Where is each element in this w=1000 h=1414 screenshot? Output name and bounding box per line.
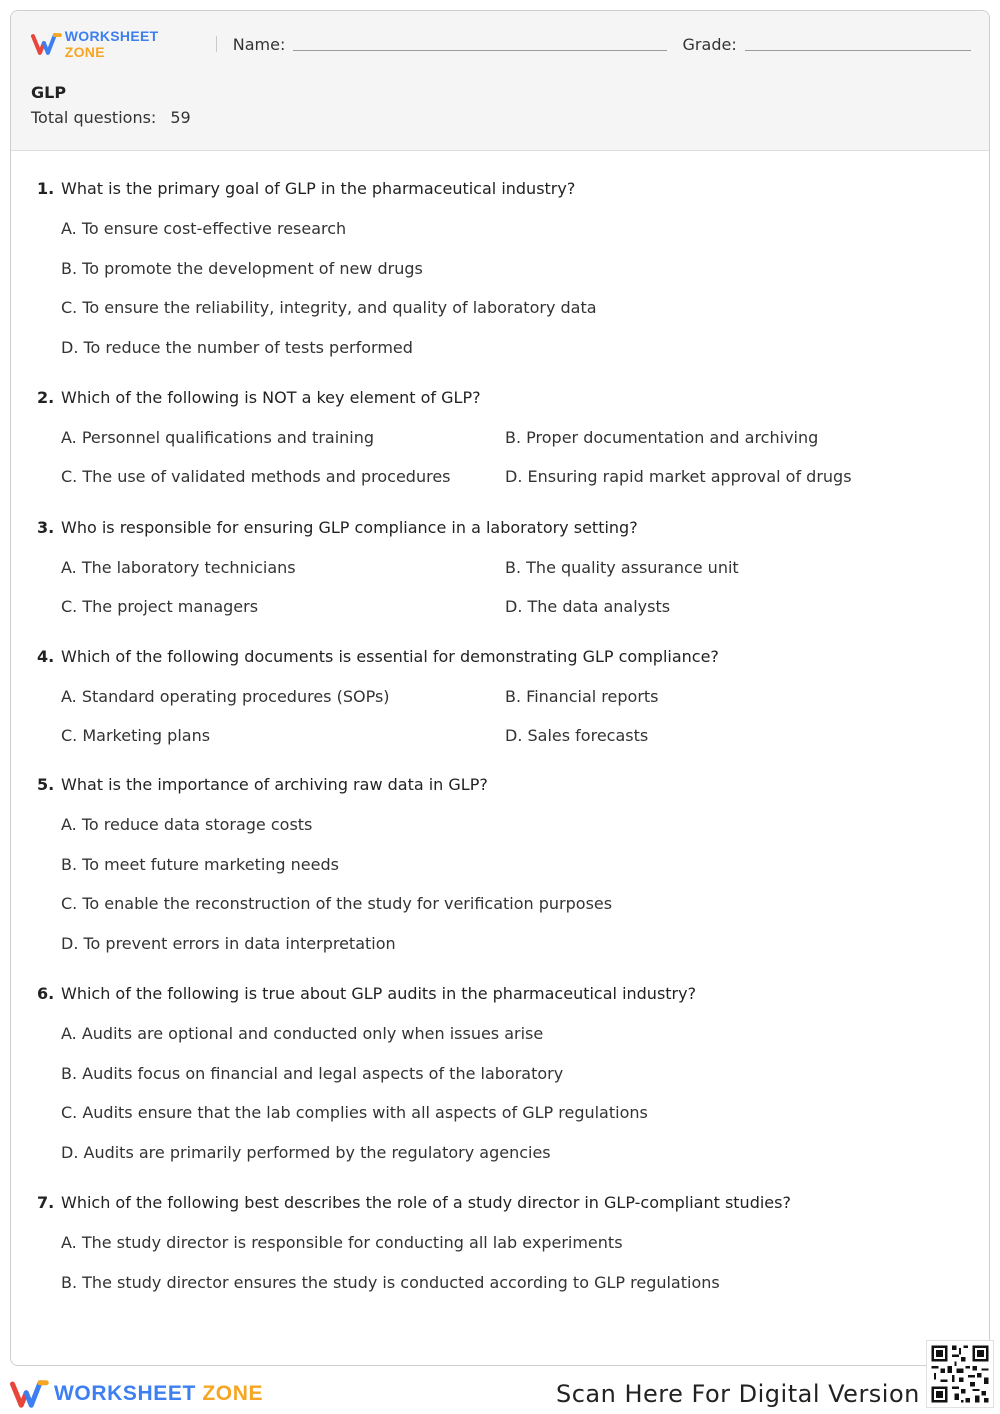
question-text-row	[37, 518, 967, 538]
answer-option-b[interactable]: B. To promote the development of new drugs	[61, 258, 423, 278]
answer-option-c[interactable]: C. To ensure the reliability, integrity, and quality of laboratory data	[61, 298, 597, 317]
question-text-row	[37, 775, 967, 795]
answer-option-d[interactable]: D. Sales forecasts	[505, 726, 649, 745]
question-7	[37, 1193, 967, 1292]
answer-option-a[interactable]: A. Standard operating procedures (SOPs)	[61, 687, 390, 706]
answer-option-b[interactable]: B. To meet future marketing needs	[61, 854, 339, 874]
worksheetzone-logo-icon	[8, 1379, 52, 1409]
question-number: 2.	[37, 388, 55, 407]
question-number: 6.	[37, 984, 55, 1003]
answer-option-b[interactable]: B. The study director ensures the study is conducted according to GLP regulations	[61, 1272, 720, 1292]
answer-option-a[interactable]: A. Audits are optional and conducted only when issues arise	[61, 1024, 544, 1043]
total-questions-label: Total questions:	[31, 108, 157, 127]
scan-caption: Scan Here For Digital Version	[556, 1380, 920, 1408]
question-text: Which of the following is true about GLP audits in the pharmaceutical industry?	[61, 984, 697, 1003]
answer-option-a[interactable]: A. To reduce data storage costs	[61, 815, 313, 834]
question-number: 7.	[37, 1193, 55, 1212]
answer-option-a[interactable]: A. The study director is responsible for conducting all lab experiments	[61, 1233, 623, 1252]
footer-logo-wordmark: WORKSHEET ZONE	[54, 1382, 264, 1405]
question-2	[37, 388, 967, 486]
answer-option-d[interactable]: D. To reduce the number of tests performed	[61, 337, 413, 357]
answer-option-c[interactable]: C. To enable the reconstruction of the study for verification purposes	[61, 894, 613, 913]
question-3	[37, 518, 967, 616]
answer-option-c[interactable]: C. The use of validated methods and procedures	[61, 467, 451, 486]
question-text: What is the importance of archiving raw data in GLP?	[61, 775, 488, 794]
worksheet-page	[10, 10, 990, 1366]
question-4	[37, 647, 967, 745]
question-1	[37, 179, 967, 357]
question-6	[37, 984, 967, 1162]
question-text: Which of the following documents is essential for demonstrating GLP compliance?	[61, 647, 719, 666]
answer-option-a[interactable]: A. The laboratory technicians	[61, 558, 296, 577]
grade-label: Grade:	[682, 34, 737, 54]
question-text: Which of the following best describes the role of a study director in GLP-compliant studies?	[61, 1193, 791, 1212]
answer-option-b[interactable]: B. Financial reports	[505, 687, 659, 706]
total-questions-value: 59	[170, 108, 191, 127]
question-text-row	[37, 647, 967, 667]
answer-option-c[interactable]: C. Marketing plans	[61, 726, 211, 745]
answer-option-a[interactable]: A. To ensure cost-effective research	[61, 219, 347, 238]
answer-option-c[interactable]: C. Audits ensure that the lab complies with all aspects of GLP regulations	[61, 1103, 648, 1122]
question-5	[37, 775, 967, 953]
answer-option-b[interactable]: B. Proper documentation and archiving	[505, 428, 819, 447]
name-label: Name:	[232, 34, 286, 54]
question-text: What is the primary goal of GLP in the pharmaceutical industry?	[61, 179, 576, 198]
question-number: 4.	[37, 647, 55, 666]
answer-option-d[interactable]: D. The data analysts	[505, 597, 671, 616]
question-text: Who is responsible for ensuring GLP compliance in a laboratory setting?	[61, 518, 638, 537]
answer-option-b[interactable]: B. The quality assurance unit	[505, 558, 739, 577]
qr-code-icon[interactable]	[926, 1340, 994, 1408]
question-text-row	[37, 388, 967, 408]
question-number: 5.	[37, 775, 55, 794]
question-list	[11, 11, 989, 1365]
question-text: Which of the following is NOT a key element of GLP?	[61, 388, 481, 407]
question-number: 1.	[37, 179, 55, 198]
logo-wordmark: WORKSHEET ZONE	[64, 28, 159, 60]
answer-option-d[interactable]: D. To prevent errors in data interpretation	[61, 933, 396, 953]
question-number: 3.	[37, 518, 55, 537]
answer-option-a[interactable]: A. Personnel qualifications and training	[61, 428, 375, 447]
answer-option-b[interactable]: B. Audits focus on financial and legal aspects of the laboratory	[61, 1063, 564, 1083]
question-text-row	[37, 179, 967, 199]
answer-option-c[interactable]: C. The project managers	[61, 597, 259, 616]
question-text-row	[37, 984, 967, 1004]
footer-logo	[8, 1378, 263, 1410]
worksheet-title: GLP	[31, 83, 67, 102]
answer-option-d[interactable]: D. Audits are primarily performed by the regulatory agencies	[61, 1142, 551, 1162]
answer-option-d[interactable]: D. Ensuring rapid market approval of drugs	[505, 467, 852, 486]
question-text-row	[37, 1193, 967, 1213]
